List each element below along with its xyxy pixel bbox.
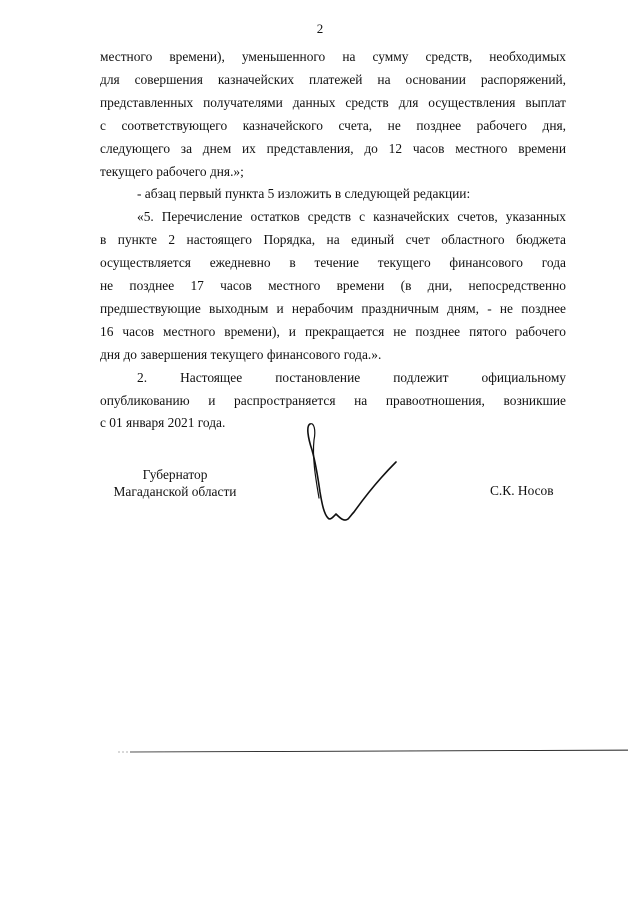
text-line: следующего за днем их представления, до 12 часов местного времени bbox=[100, 140, 566, 156]
text-line: текущего рабочего дня.»; bbox=[100, 163, 244, 179]
signatory-title bbox=[100, 466, 250, 500]
text-line: 2. Настоящее постановление подлежит официальному bbox=[137, 369, 566, 385]
text-line: с соответствующего казначейского счета, не позднее рабочего дня, bbox=[100, 117, 566, 133]
bottom-rule bbox=[118, 748, 628, 754]
text-line: 16 часов местного времени), и прекращается не позднее пятого рабочего bbox=[100, 323, 566, 339]
text-line: - абзац первый пункта 5 изложить в следующей редакции: bbox=[137, 186, 471, 202]
text-line: в пункте 2 настоящего Порядка, на единый счет областного бюджета bbox=[100, 232, 566, 248]
signatory-title-line-2: Магаданской области bbox=[113, 484, 237, 499]
text-line: местного времени), уменьшенного на сумму средств, необходимых bbox=[100, 49, 566, 64]
text-line: представленных получателями данных средств для осуществления выплат bbox=[100, 94, 566, 110]
text-line: осуществляется ежедневно в течение текущего финансового года bbox=[100, 255, 566, 271]
page-number: 2 bbox=[316, 21, 324, 36]
text-line: с 01 января 2021 года. bbox=[100, 415, 226, 431]
text-line: не позднее 17 часов местного времени (в дни, непосредственно bbox=[100, 278, 566, 293]
text-line: опубликованию и распространяется на правоотношения, возникшие bbox=[100, 392, 566, 408]
text-line: «5. Перечисление остатков средств с казначейских счетов, указанных bbox=[137, 209, 566, 225]
handwritten-signature bbox=[292, 418, 412, 530]
signatory-title-line-1: Губернатор bbox=[142, 467, 208, 482]
text-line: предшествующие выходным и нерабочим праздничным дням, - не позднее bbox=[100, 300, 566, 316]
signatory-name: С.К. Носов bbox=[490, 483, 554, 498]
text-line: для совершения казначейских платежей на основании распоряжений, bbox=[100, 71, 566, 87]
text-line: дня до завершения текущего финансового года.». bbox=[100, 346, 382, 362]
